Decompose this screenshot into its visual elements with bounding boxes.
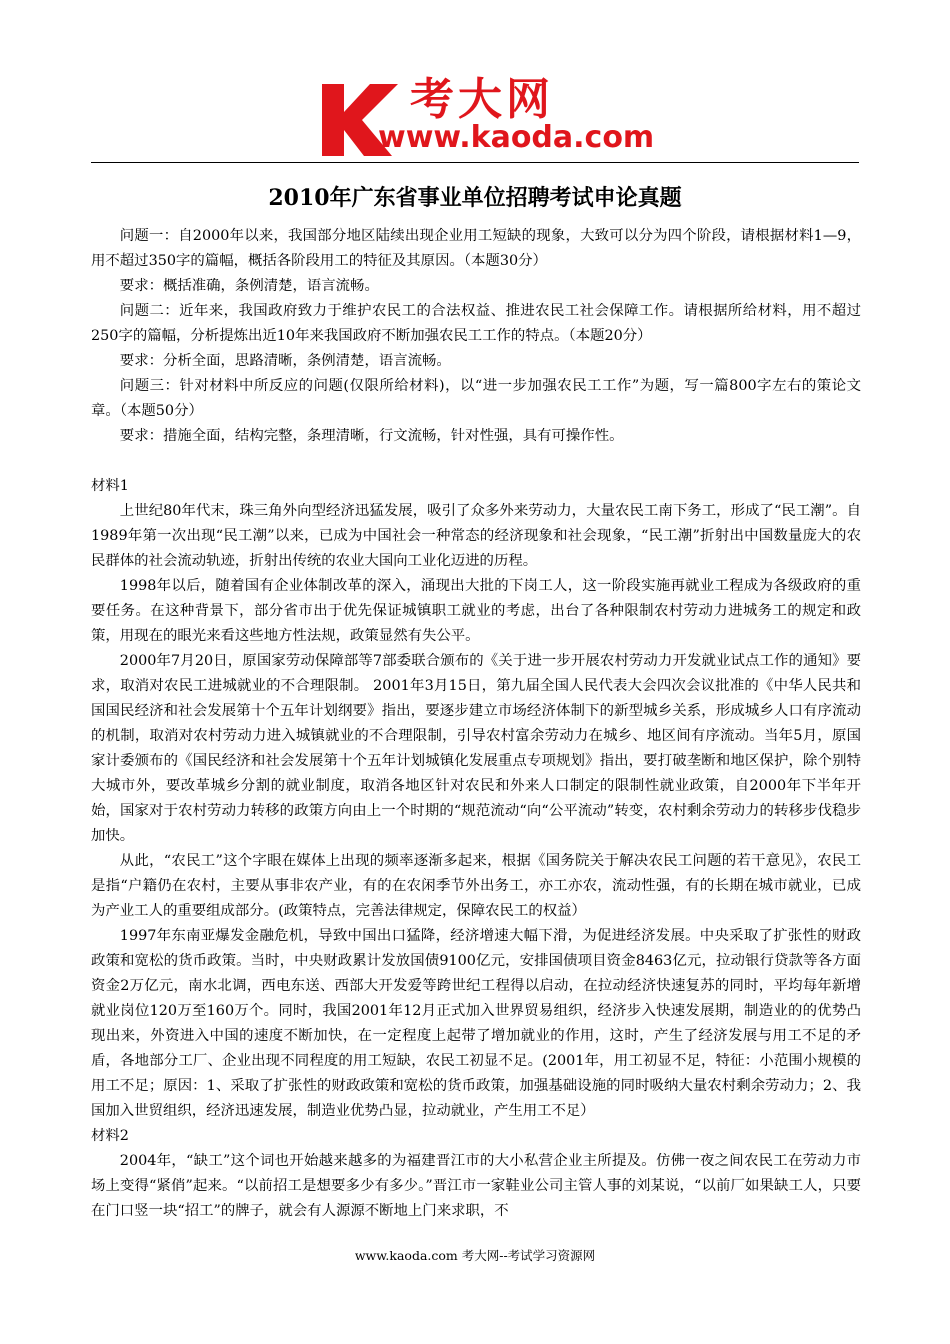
paragraph: 2004年，“缺工”这个词也开始越来越多的为福建晋江市的大小私营企业主所提及。仿佛一夜之间农民工在劳动力市场上变得“紧俏”起来。“以前招工是想要多少有多少。”晋江市一家鞋业公司主管人事的刘某说，“以前厂如果缺工人，只要在门口竖一块“招工”的牌子，就会有人源源不断地上门来求职，不 xyxy=(91,1153,861,1219)
paragraph: 要求：分析全面，思路清晰，条例清楚，语言流畅。 xyxy=(119,353,451,369)
paragraph: 1997年东南亚爆发金融危机，导致中国出口猛降，经济增速大幅下滑，为促进经济发展。中央采取了扩张性的财政政策和宽松的货币政策。当时，中央财政累计发放国债9100亿元，安排国债项目资金8463亿元，拉动银行贷款等各方面资金2万亿元，南水北调，西电东送、西部大开发爱等跨世纪工程得以启动，在拉动经济快速复苏的同时，平均每年新增就业岗位120万至160万个。同时，我国2001年12月正式加入世界贸易组织，经济步入快速发展期，制造业的的优势凸现出来，外资进入中国的速度不断加快，在一定程度上起带了增加就业的作用，这时，产生了经济发展与用工不足的矛盾，各地部分工厂、企业出现不同程度的用工短缺，农民工初显不足。(2001年，用工初显不足，特征：小范围小规模的用工不足；原因：1、采取了扩张性的财政政策和宽松的货币政策，加强基础设施的同时吸纳大量农村剩余劳动力；2、我国加入世贸组织，经济迅速发展，制造业优势凸显，拉动就业，产生用工不足） xyxy=(91,928,861,1119)
paragraph: 问题三：针对材料中所反应的问题(仅限所给材料)，以“进一步加强农民工工作”为题，写一篇800字左右的策论文章。（本题50分） xyxy=(91,378,861,419)
kaoda-logo xyxy=(318,74,655,160)
blank-line xyxy=(91,449,861,474)
page-footer: www.kaoda.com 考大网--考试学习资源网 xyxy=(354,1248,596,1263)
paragraph: 问题二：近年来，我国政府致力于维护农民工的合法权益、推进农民工社会保障工作。请根据所给材料，用不超过250字的篇幅，分析提炼出近10年来我国政府不断加强农民工工作的特点。（本题20分） xyxy=(91,303,861,344)
document-body xyxy=(91,224,861,1224)
paragraph: 从此，“农民工”这个字眼在媒体上出现的频率逐渐多起来，根据《国务院关于解决农民工问题的若干意见》，农民工是指“户籍仍在农村，主要从事非农产业，有的在农闲季节外出务工，亦工亦农，流动性强，有的长期在城市就业，已成为产业工人的重要组成部分。(政策特点，完善法律规定，保障农民工的权益） xyxy=(91,853,861,919)
paragraph: 材料1 xyxy=(91,478,129,494)
paragraph: 材料2 xyxy=(91,1128,129,1144)
paragraph: 要求：措施全面，结构完整，条理清晰，行文流畅，针对性强，具有可操作性。 xyxy=(119,428,624,444)
paragraph: 1998年以后，随着国有企业体制改革的深入，涌现出大批的下岗工人，这一阶段实施再就业工程成为各级政府的重要任务。在这种背景下，部分省市出于优先保证城镇职工就业的考虑，出台了各种限制农村劳动力进城务工的规定和政策，用现在的眼光来看这些地方性法规，政策显然有失公平。 xyxy=(91,578,861,644)
logo-url-text: www.kaoda.com xyxy=(378,120,655,155)
paragraph: 上世纪80年代末，珠三角外向型经济迅猛发展，吸引了众多外来劳动力，大量农民工南下务工，形成了“民工潮”。自1989年第一次出现“民工潮”以来，已成为中国社会一种常态的经济现象和社会现象，“民工潮”折射出中国数量庞大的农民群体的社会流动轨迹，折射出传统的农业大国向工业化迈进的历程。 xyxy=(91,503,861,569)
paragraph: 2000年7月20日，原国家劳动保障部等7部委联合颁布的《关于进一步开展农村劳动力开发就业试点工作的通知》要求，取消对农民工进城就业的不合理限制。 2001年3月15日，第九届全国人民代表大会四次会议批准的《中华人民共和国国民经济和社会发展第十个五年计划纲要》指出，要逐步建立市场经济体制下的新型城乡关系，形成城乡人口有序流动的机制，取消对农村劳动力进入城镇就业的不合理限制，引导农村富余劳动力在城乡、地区间有序流动。当年5月，原国家计委颁布的《国民经济和社会发展第十个五年计划城镇化发展重点专项规划》指出，要打破垄断和地区保护，除个别特大城市外，要改革城乡分割的就业制度，取消各地区针对农民和外来人口制定的限制性就业政策，自2000年下半年开始，国家对于农村劳动力转移的政策方向由上一个时期的“规范流动“向“公平流动”转变，农村剩余劳动力的转移步伐稳步加快。 xyxy=(91,653,861,844)
document-title: 2010年广东省事业单位招聘考试申论真题 xyxy=(268,185,682,211)
logo-brand-text: 考大网 xyxy=(410,74,554,125)
paragraph: 要求：概括准确，条例清楚，语言流畅。 xyxy=(119,278,379,294)
paragraph: 问题一：自2000年以来，我国部分地区陆续出现企业用工短缺的现象，大致可以分为四个阶段，请根据材料1—9，用不超过350字的篇幅，概括各阶段用工的特征及其原因。（本题30分） xyxy=(91,228,861,269)
header-divider xyxy=(91,162,859,163)
